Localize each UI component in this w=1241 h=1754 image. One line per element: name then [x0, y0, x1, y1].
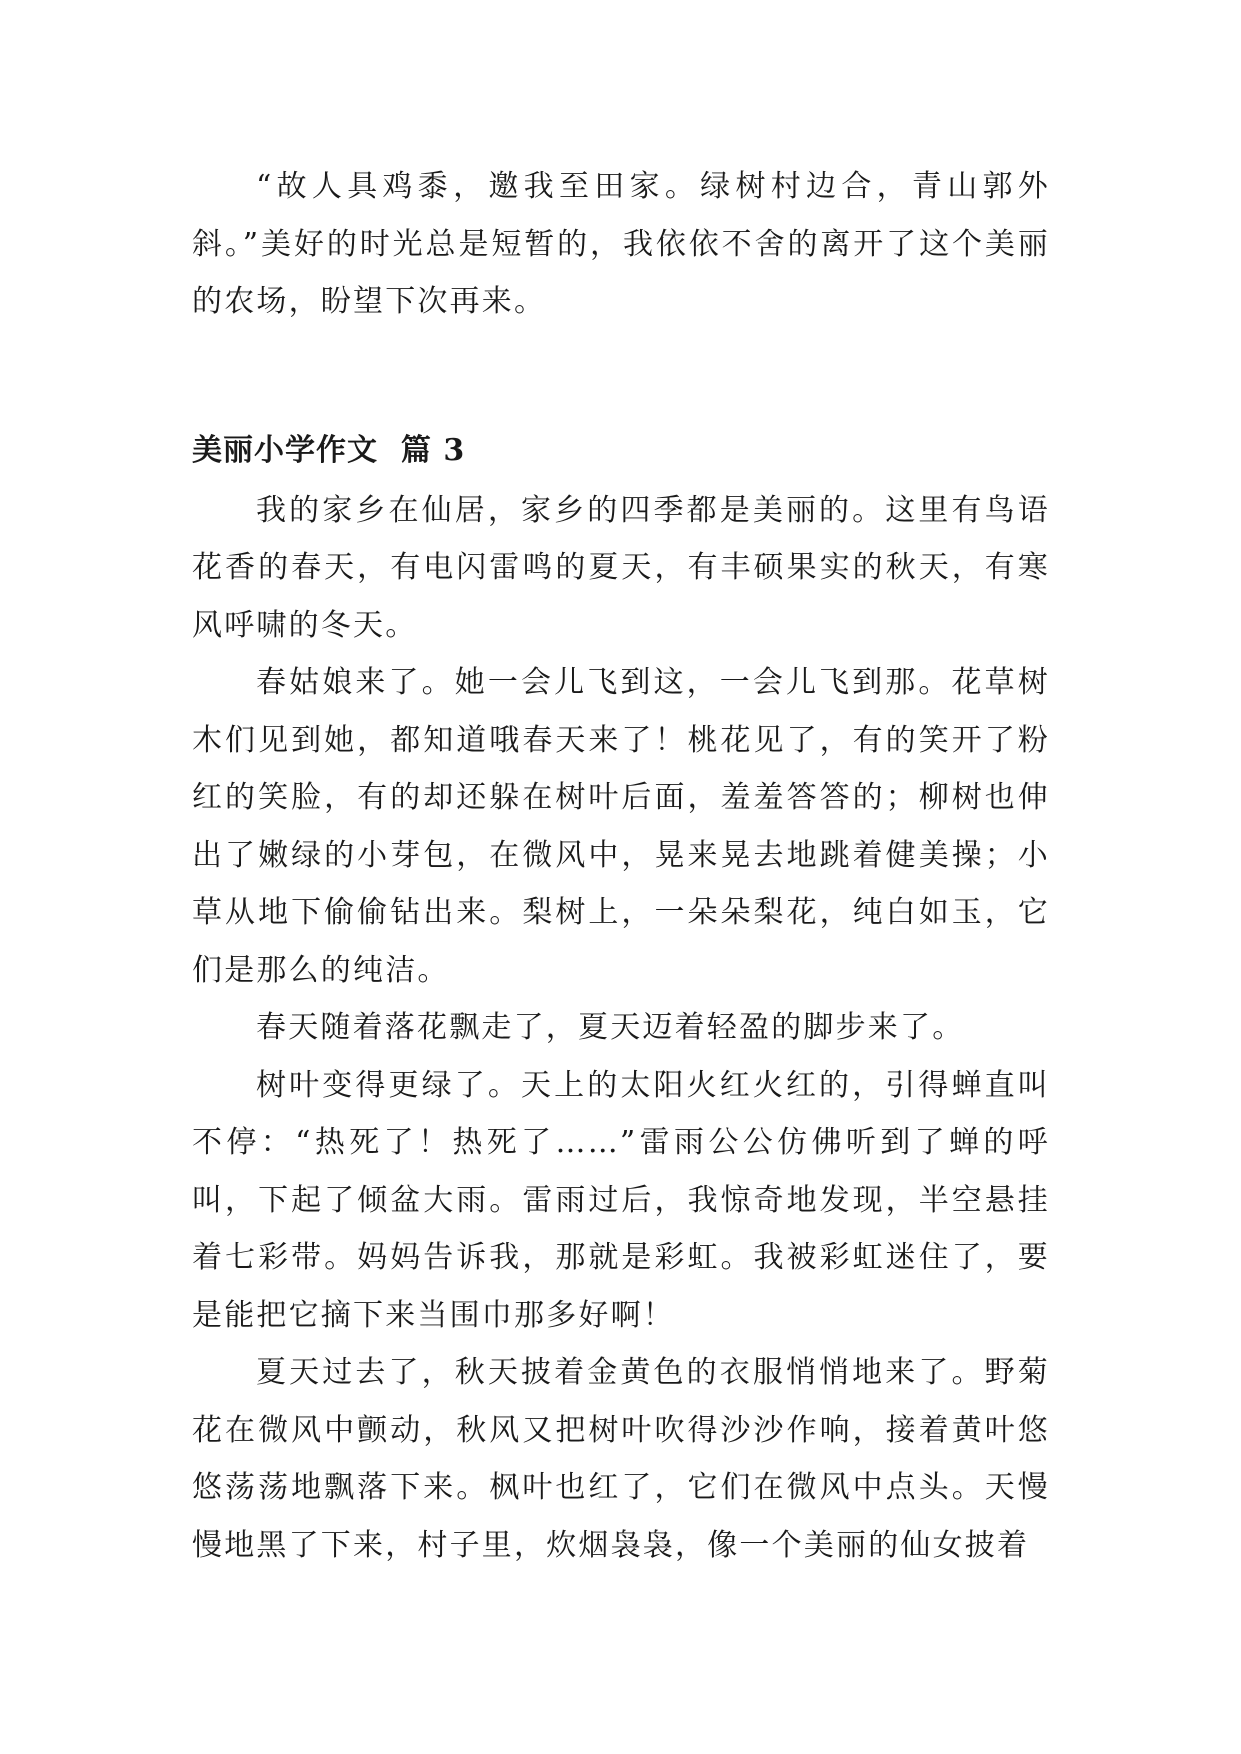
essay-section: [192, 422, 1050, 1574]
intro-paragraph: “故人具鸡黍，邀我至田家。绿树村边合，青山郭外斜。”美好的时光总是短暂的，我依依不舍的离开了这个美丽的农场，盼望下次再来。: [192, 169, 1050, 319]
paragraph-4: 树叶变得更绿了。天上的太阳火红火红的，引得蝉直叫不停：“热死了！热死了……”雷雨公公仿佛听到了蝉的呼叫，下起了倾盆大雨。雷雨过后，我惊奇地发现，半空悬挂着七彩带。妈妈告诉我，那就是彩虹。我被彩虹迷住了，要是能把它摘下来当围巾那多好啊！: [192, 1067, 1050, 1333]
paragraph-3: 春天随着落花飘走了，夏天迈着轻盈的脚步来了。: [256, 1010, 965, 1045]
intro-section: [192, 158, 1050, 331]
section-heading: 美丽小学作文 篇 3: [192, 433, 466, 468]
paragraph-1: 我的家乡在仙居，家乡的四季都是美丽的。这里有鸟语花香的春天，有电闪雷鸣的夏天，有丰硕果实的秋天，有寒风呼啸的冬天。: [192, 492, 1050, 643]
paragraph-5: 夏天过去了，秋天披着金黄色的衣服悄悄地来了。野菊花在微风中颤动，秋风又把树叶吹得沙沙作响，接着黄叶悠悠荡荡地飘落下来。枫叶也红了，它们在微风中点头。天慢慢地黑了下来，村子里，炊烟袅袅，像一个美丽的仙女披着: [192, 1355, 1050, 1563]
paragraph-2: 春姑娘来了。她一会儿飞到这，一会儿飞到那。花草树木们见到她，都知道哦春天来了！桃花见了，有的笑开了粉红的笑脸，有的却还躲在树叶后面，羞羞答答的；柳树也伸出了嫩绿的小芽包，在微风中，晃来晃去地跳着健美操；小草从地下偷偷钻出来。梨树上，一朵朵梨花，纯白如玉，它们是那么的纯洁。: [192, 665, 1050, 988]
